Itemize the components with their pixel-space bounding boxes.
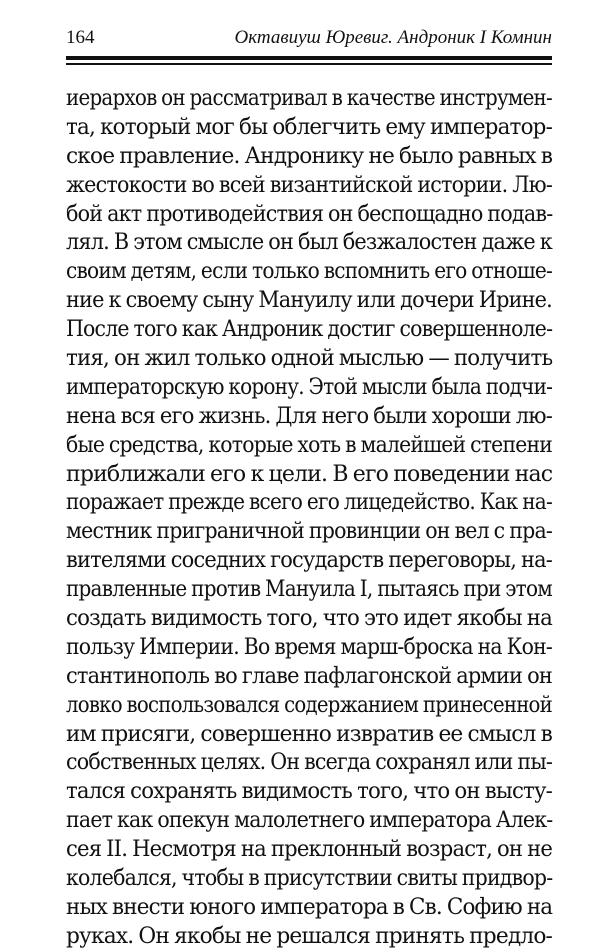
text-line: ных внести юного императора в Св. Софию на [66,893,553,920]
text-line: руках. Он якобы не решался принять предло- [66,922,553,949]
text-line: нена вся его жизнь. Для него были хороши лю- [66,402,552,429]
text-line: пользу Империи. Во время марш-броска на Кон- [66,633,552,660]
text-line: бой акт противодействия он беспощадно подав- [66,200,553,227]
body-text [66,84,552,951]
text-line: вителями соседних государств переговоры, на- [66,547,553,574]
text-line: императорскую корону. Этой мысли была подчи- [66,373,553,400]
text-line: тия, он жил только одной мыслью — получить [66,345,553,372]
text-line: поражает прежде всего его лицедейство. Как на- [66,489,552,516]
text-line: жестокости во всей византийской истории. Лю- [66,171,553,198]
text-line: местник приграничной провинции он вел с пра- [66,518,553,545]
text-line: стантинополь во главе пафлагонской армии он [66,662,553,689]
text-line: лял. В этом смысле он был безжалостен даже к [66,229,552,256]
text-line: правленные против Мануила I, пытаясь при этом [66,576,552,603]
text-line: иерархов он рассматривал в качестве инструмен- [66,85,552,111]
page-header [66,26,552,50]
page-number: 164 [66,27,95,48]
text-line: ловко воспользовался содержанием принесенной [66,691,553,718]
text-line: приближали его к цели. В его поведении нас [66,460,553,487]
text-line: ское правление. Андронику не было равных в [66,142,553,169]
text-line: ние к своему сыну Мануилу или дочери Ирине. [66,287,552,314]
running-head: Октавиуш Юревиг. Андроник I Комнин [234,27,552,48]
text-line: колебался, чтобы в присутствии свиты придвор- [66,865,553,892]
text-line: собственных целях. Он всегда сохранял или пы- [66,749,553,776]
text-line: бые средства, которые хоть в малейшей степени [66,431,553,458]
text-line: пает как опекун малолетнего императора Алек- [66,807,553,834]
header-rule-thick [66,56,552,60]
header-rule-thin [66,63,552,65]
text-line: тался сохранять видимость того, что он высту- [66,778,553,805]
text-line: сея II. Несмотря на преклонный возраст, он не [66,836,553,863]
text-line: та, который мог бы облегчить ему император- [66,113,552,140]
text-line: После того как Андроник достиг совершенноле- [66,316,553,343]
text-line: им присяги, совершенно извратив ее смысл в [66,720,552,747]
text-line: создать видимость того, что это идет якобы на [66,605,553,632]
text-line: своим детям, если только вспомнить его отноше- [66,258,552,285]
